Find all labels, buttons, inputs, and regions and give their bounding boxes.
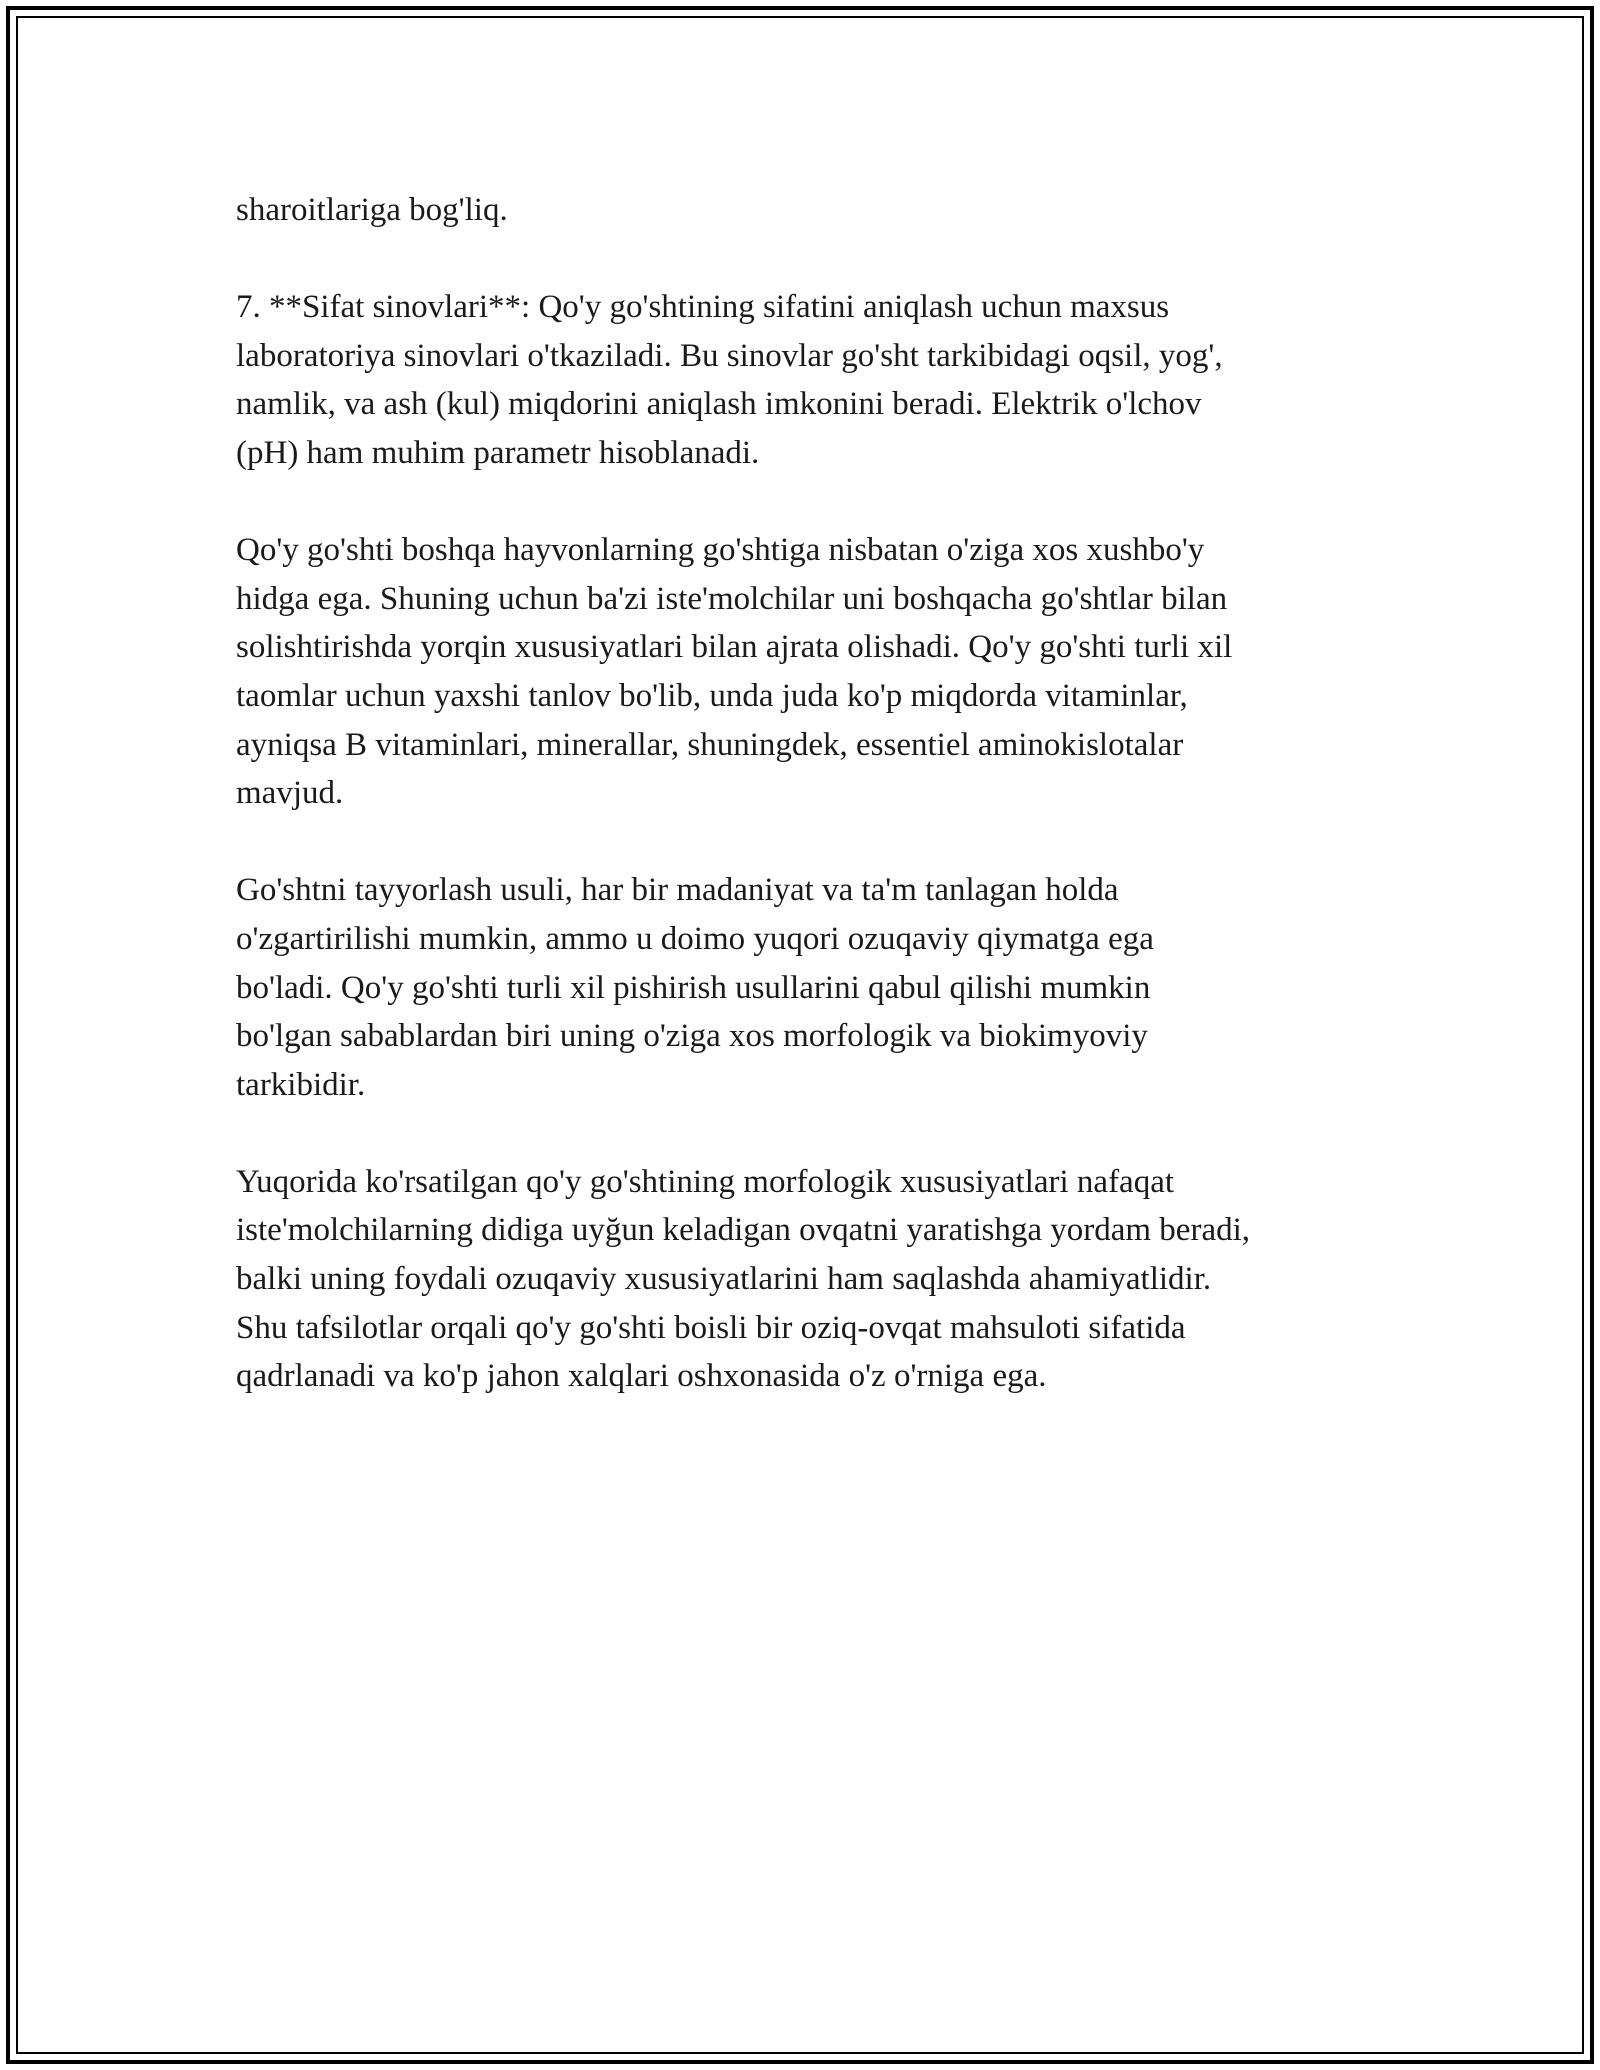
text-line: ayniqsa B vitaminlari, minerallar, shuningdek, essentiel aminokislotalar [236, 726, 1184, 763]
paragraph [236, 526, 1366, 818]
text-line: solishtirishda yorqin xususiyatlari bilan ajrata olishadi. Qo'y go'shti turli xil [236, 629, 1233, 666]
text-line: 7. **Sifat sinovlari**: Qo'y go'shtining sifatini aniqlash uchun maxsus [236, 289, 1170, 326]
text-line: taomlar uchun yaxshi tanlov bo'lib, unda juda ko'p miqdorda vitaminlar, [236, 677, 1188, 714]
document-body [236, 186, 1366, 1401]
text-line: namlik, va ash (kul) miqdorini aniqlash imkonini beradi. Elektrik o'lchov [236, 386, 1202, 423]
text-line: bo'ladi. Qo'y go'shti turli xil pishirish usullarini qabul qilishi mumkin [236, 969, 1151, 1006]
text-line: Yuqorida ko'rsatilgan qo'y go'shtining morfologik xususiyatlari nafaqat [236, 1163, 1175, 1200]
paragraph [236, 866, 1366, 1109]
text-line: Shu tafsilotlar orqali qo'y go'shti boisli bir oziq-ovqat mahsuloti sifatida [236, 1309, 1186, 1346]
text-line: laboratoriya sinovlari o'tkaziladi. Bu sinovlar go'sht tarkibidagi oqsil, yog', [236, 337, 1223, 374]
text-line: sharoitlariga bog'liq. [236, 192, 508, 228]
text-line: balki uning foydali ozuqaviy xususiyatlarini ham saqlashda ahamiyatlidir. [236, 1261, 1212, 1298]
text-line: o'zgartirilishi mumkin, ammo u doimo yuqori ozuqaviy qiymatga ega [236, 920, 1154, 957]
paragraph [236, 283, 1366, 477]
text-line: tarkibidir. [236, 1066, 366, 1103]
text-line: Go'shtni tayyorlash usuli, har bir madaniyat va ta'm tanlagan holda [236, 872, 1119, 909]
paragraph [236, 186, 1366, 235]
text-line: qadrlanadi va ko'p jahon xalqlari oshxonasida o'z o'rniga ega. [236, 1358, 1047, 1395]
text-line: (pH) ham muhim parametr hisoblanadi. [236, 434, 760, 471]
paragraph [236, 1158, 1366, 1401]
text-line: bo'lgan sabablardan biri uning o'ziga xos morfologik va biokimyoviy [236, 1018, 1148, 1055]
text-line: iste'molchilarning didiga uyğun keladigan ovqatni yaratishga yordam beradi, [236, 1212, 1251, 1249]
text-line: hidga ega. Shuning uchun ba'zi iste'molchilar uni boshqacha go'shtlar bilan [236, 580, 1228, 617]
text-line: Qo'y go'shti boshqa hayvonlarning go'shtiga nisbatan o'ziga xos xushbo'y [236, 532, 1205, 569]
text-line: mavjud. [236, 775, 344, 812]
